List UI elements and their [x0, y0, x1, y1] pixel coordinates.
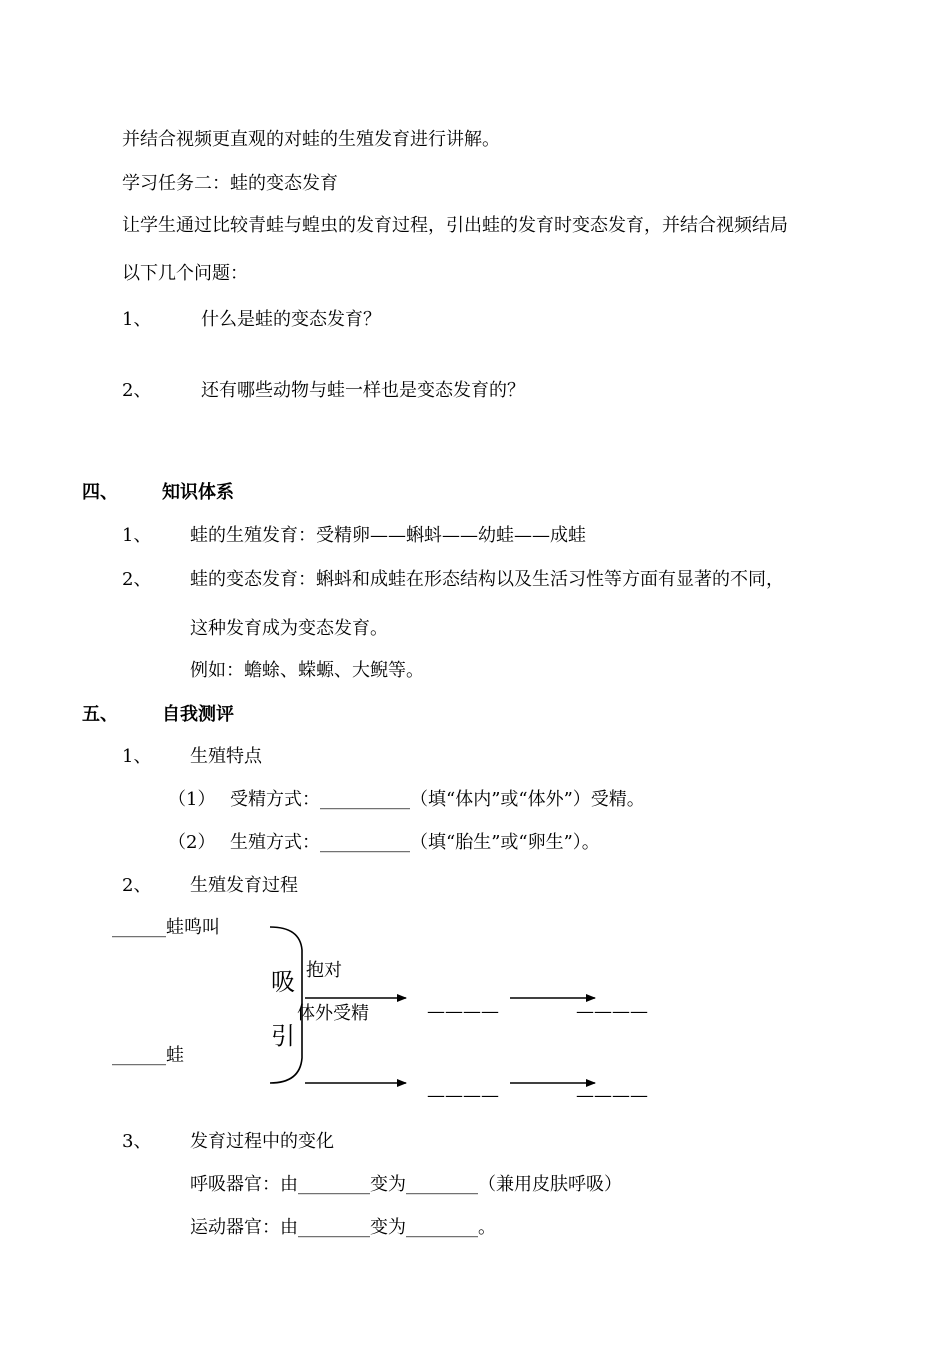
s5-sub-2-text: 生殖方式：__________（填“胎生”或“卵生”）。 — [230, 832, 600, 853]
intro-line-3: 让学生通过比较青蛙与蝗虫的发育过程，引出蛙的发育时变态发育，并结合视频结局 — [122, 215, 788, 236]
s4-item-2-text: 蛙的变态发育：蝌蚪和成蛙在形态结构以及生活习性等方面有显著的不同， — [190, 569, 784, 590]
diagram-blank-2: ———— — [576, 1001, 648, 1022]
s5-item-1-number: 1、 — [122, 746, 152, 767]
s5-sub-1-text: 受精方式：__________（填“体内”或“体外”）受精。 — [230, 789, 645, 810]
question-2-number: 2、 — [122, 380, 152, 401]
s5-item-2-text: 生殖发育过程 — [190, 875, 298, 896]
s5-sub-2-number: （2） — [168, 832, 216, 853]
diagram-brace-char-2: 引 — [271, 1022, 295, 1050]
section-5-number: 五、 — [82, 704, 118, 725]
diagram-blank-4: ———— — [576, 1085, 648, 1106]
s4-item-1-number: 1、 — [122, 525, 152, 546]
intro-line-4: 以下几个问题： — [122, 263, 248, 284]
diagram-blank-3: ———— — [427, 1085, 499, 1106]
task2-title: 学习任务二：蛙的变态发育 — [122, 173, 338, 194]
section-5-title: 自我测评 — [162, 704, 234, 725]
diagram-brace-char-1: 吸 — [271, 968, 295, 996]
section-4-title: 知识体系 — [162, 482, 234, 503]
s5-sub-1-number: （1） — [168, 789, 216, 810]
diagram-top-left-label: ______蛙鸣叫 — [112, 917, 220, 938]
diagram-label-above-arrow: 抱对 — [306, 960, 342, 981]
diagram-bottom-left-label: ______蛙 — [112, 1045, 184, 1066]
s4-item-1-text: 蛙的生殖发育：受精卵——蝌蚪——幼蛙——成蛙 — [190, 525, 586, 546]
s5-item-1-text: 生殖特点 — [190, 746, 262, 767]
diagram-blank-1: ———— — [427, 1001, 499, 1022]
right-brace — [270, 927, 302, 1083]
s4-item-2-continued: 这种发育成为变态发育。 — [190, 618, 388, 639]
s5-item-3-number: 3、 — [122, 1131, 152, 1152]
intro-line-1: 并结合视频更直观的对蛙的生殖发育进行讲解。 — [122, 129, 500, 150]
s4-example: 例如：蟾蜍、蝾螈、大鲵等。 — [190, 660, 424, 681]
section-4-number: 四、 — [82, 482, 118, 503]
question-1-text: 什么是蛙的变态发育？ — [201, 309, 381, 330]
diagram-label-below-arrow: 体外受精 — [297, 1003, 369, 1024]
respiratory-organ-change: 呼吸器官：由________变为________（兼用皮肤呼吸） — [190, 1174, 622, 1195]
locomotor-organ-change: 运动器官：由________变为________。 — [190, 1217, 496, 1238]
question-2-text: 还有哪些动物与蛙一样也是变态发育的？ — [201, 380, 525, 401]
s4-item-2-number: 2、 — [122, 569, 152, 590]
s5-item-3-text: 发育过程中的变化 — [190, 1131, 334, 1152]
question-1-number: 1、 — [122, 309, 152, 330]
s5-item-2-number: 2、 — [122, 875, 152, 896]
